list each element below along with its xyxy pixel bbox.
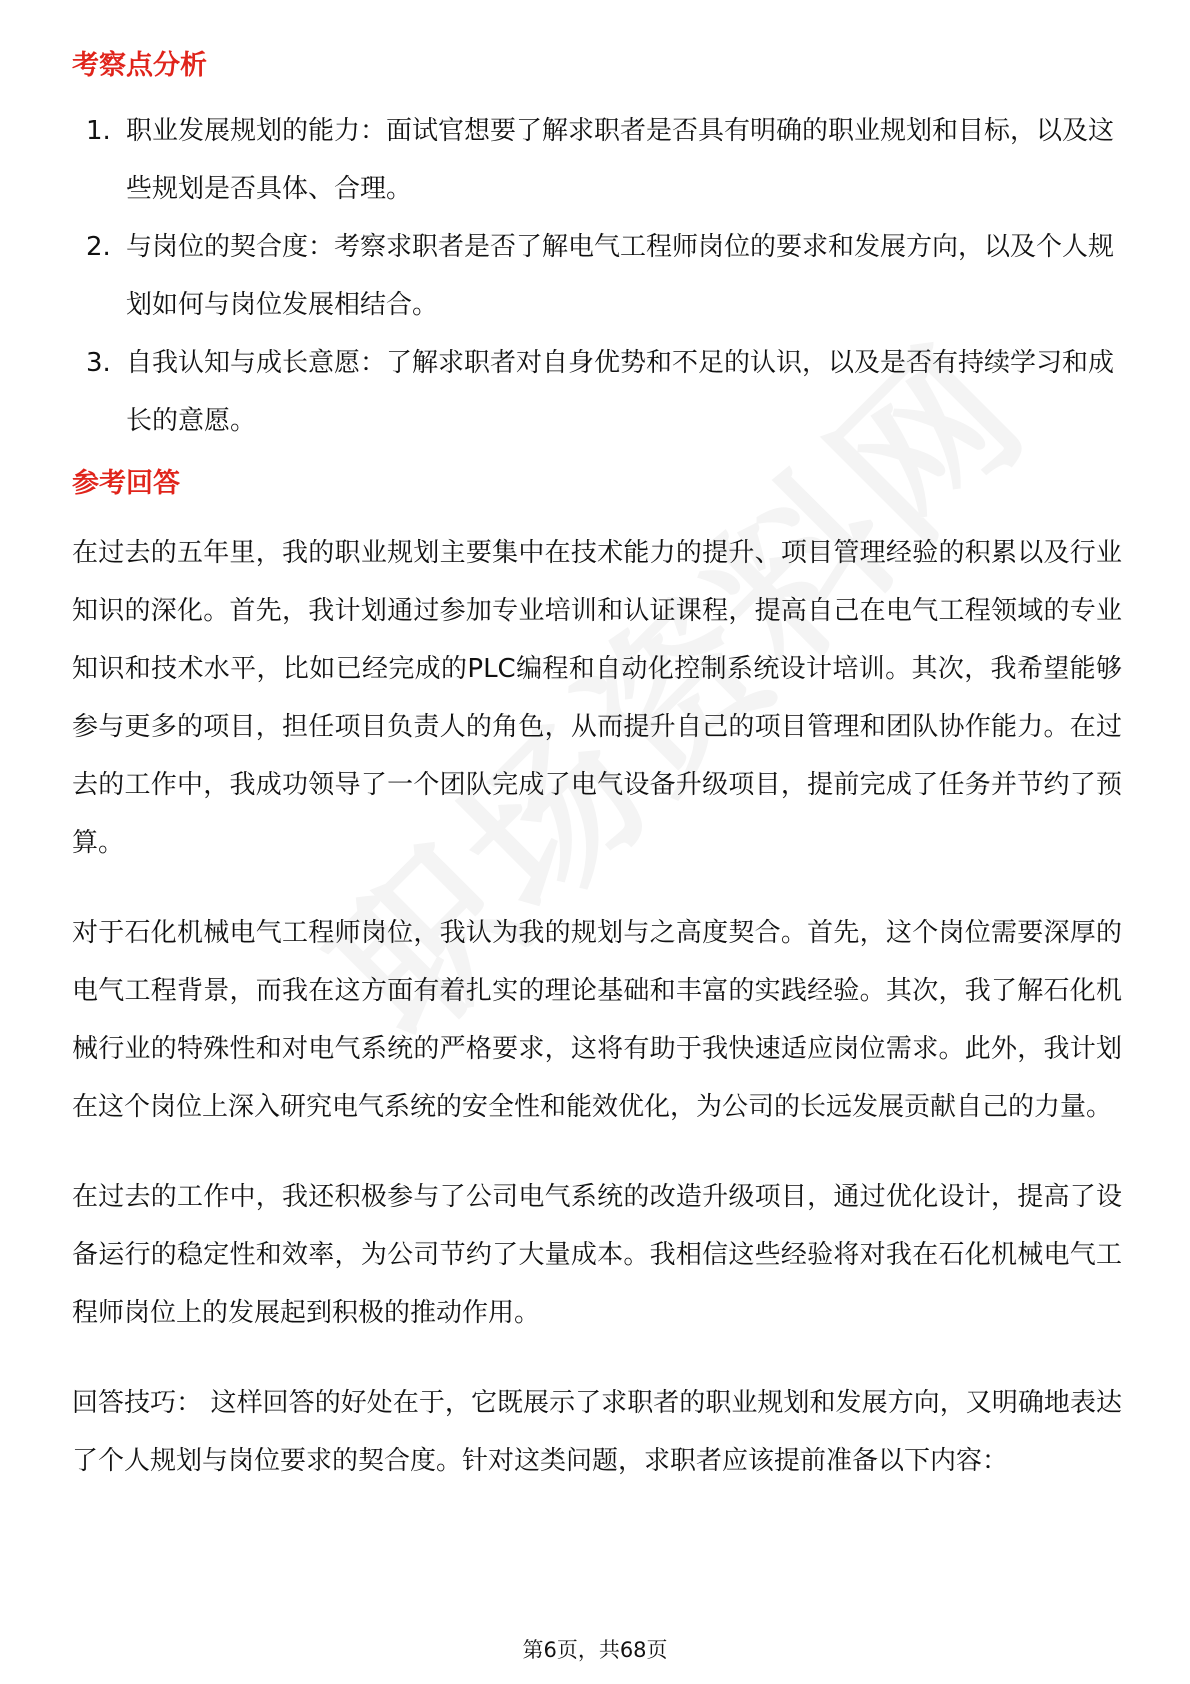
page-number: 第6页，共68页 — [522, 1638, 668, 1662]
list-item — [72, 218, 1122, 334]
answer-paragraph: 对于石化机械电气工程师岗位，我认为我的规划与之高度契合。首先，这个岗位需要深厚的电气工程背景，而我在这方面有着扎实的理论基础和丰富的实践经验。其次，我了解石化机械行业的特殊性和对电气系统的严格要求，这将有助于我快速适应岗位需求。此外，我计划在这个岗位上深入研究电气系统的安全性和能效优化，为公司的长远发展贡献自己的力量。 — [72, 918, 1122, 1122]
analysis-list — [72, 102, 1122, 450]
list-item-text: 自我认知与成长意愿：了解求职者对自身优势和不足的认识，以及是否有持续学习和成长的意愿。 — [126, 348, 1115, 436]
analysis-heading: 考察点分析 — [72, 50, 207, 81]
list-item — [72, 102, 1122, 218]
answer-paragraph: 在过去的工作中，我还积极参与了公司电气系统的改造升级项目，通过优化设计，提高了设备运行的稳定性和效率，为公司节约了大量成本。我相信这些经验将对我在石化机械电气工程师岗位上的发展起到积极的推动作用。 — [72, 1182, 1122, 1328]
list-item-number: 3. — [86, 348, 111, 378]
list-item-text: 职业发展规划的能力：面试官想要了解求职者是否具有明确的职业规划和目标，以及这些规划是否具体、合理。 — [126, 116, 1115, 204]
list-item-number: 1. — [86, 116, 111, 146]
document-body — [72, 46, 1122, 1490]
list-item-number: 2. — [86, 232, 111, 262]
answer-paragraph: 在过去的五年里，我的职业规划主要集中在技术能力的提升、项目管理经验的积累以及行业知识的深化。首先，我计划通过参加专业培训和认证课程，提高自己在电气工程领域的专业知识和技术水平，比如已经完成的PLC编程和自动化控制系统设计培训。其次，我希望能够参与更多的项目，担任项目负责人的角色，从而提升自己的项目管理和团队协作能力。在过去的工作中，我成功领导了一个团队完成了电气设备升级项目，提前完成了任务并节约了预算。 — [72, 538, 1122, 858]
list-item — [72, 334, 1122, 450]
list-item-text: 与岗位的契合度：考察求职者是否了解电气工程师岗位的要求和发展方向，以及个人规划如何与岗位发展相结合。 — [126, 232, 1115, 320]
answer-tips-paragraph: 回答技巧： 这样回答的好处在于，它既展示了求职者的职业规划和发展方向，又明确地表达了个人规划与岗位要求的契合度。针对这类问题，求职者应该提前准备以下内容： — [72, 1388, 1122, 1476]
answer-heading: 参考回答 — [72, 468, 180, 499]
